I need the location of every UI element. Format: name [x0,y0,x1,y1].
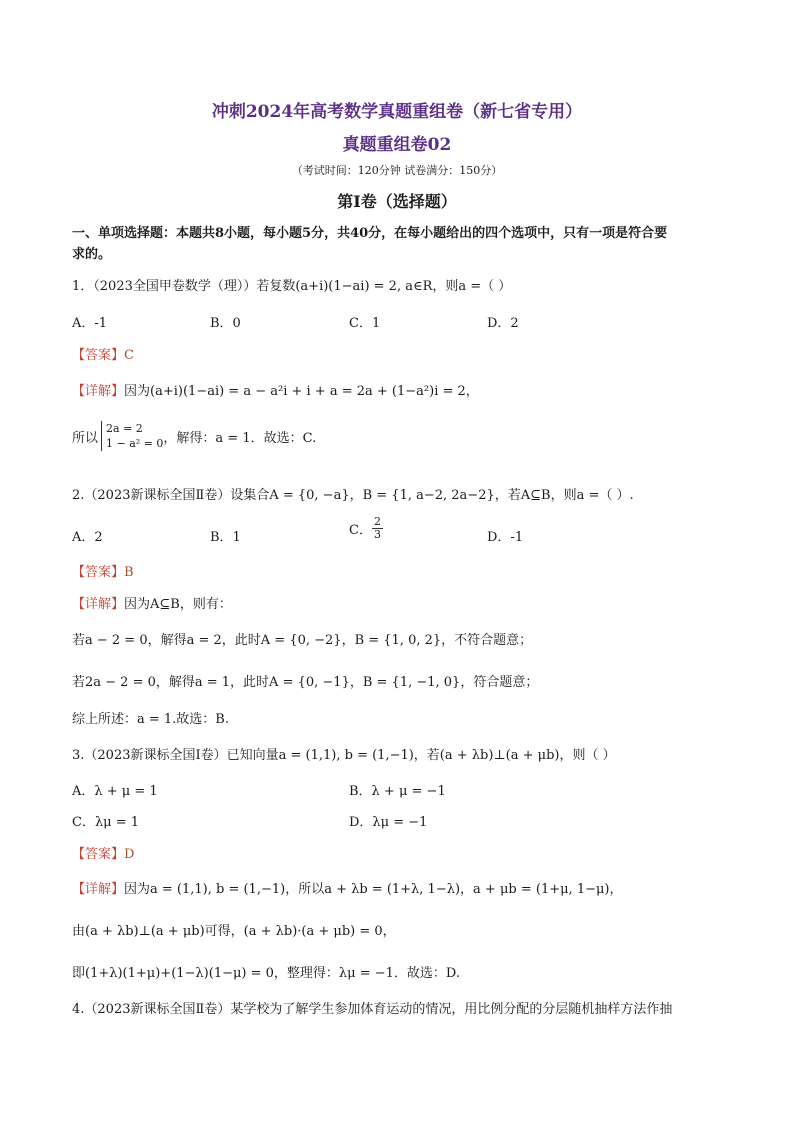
question-2-detail-line-3: 若2a − 2 = 0，解得a = 1，此时A = {0, −1}，B = {1, −1, 0}，符合题意； [72,675,539,690]
fraction-denominator: 3 [373,528,381,541]
section-title: 第I卷（选择题） [337,192,457,211]
question-3-option-b: B．λ + μ = −1 [349,784,446,799]
question-3-option-a: A．λ + μ = 1 [72,784,158,799]
answer-value: C [124,348,134,363]
detail-label: 【详解】 [72,882,125,897]
question-1-option-d: D．2 [487,316,519,331]
answer-value: B [124,565,134,580]
question-3-detail-line-1 [72,878,623,897]
question-2-option-a: A．2 [72,530,103,545]
detail-text: 因为A⊆B，则有： [124,597,232,612]
question-2-detail-line-1 [72,593,232,612]
answer-label: 【答案】 [72,348,125,363]
question-3-option-c: C．λμ = 1 [72,815,140,830]
question-1-stem: 1．（2023全国甲卷数学（理））若复数(a+i)(1−ai) = 2, a∈R，则a =（ ） [72,279,512,294]
exam-info: （考试时间：120分钟 试卷满分：150分） [291,164,503,177]
option-c-fraction [372,516,383,541]
instructions-line-2: 求的。 [72,247,112,262]
option-c-label: C． [349,523,372,538]
question-4-stem: 4.（2023新课标全国Ⅱ卷）某学校为了解学生参加体育运动的情况，用比例分配的分层随机抽样方法作抽 [72,1002,673,1017]
question-3-detail-line-2: 由(a + λb)⊥(a + μb)可得，(a + λb)·(a + μb) = 0， [72,924,396,939]
question-3-option-d: D．λμ = −1 [349,815,428,830]
equation-row-1: 2a = 2 [106,422,143,435]
exam-subtitle: 真题重组卷02 [342,135,452,155]
detail-label: 【详解】 [72,384,125,399]
question-3-stem: 3.（2023新课标全国Ⅰ卷）已知向量a = (1,1), b = (1,−1)，若(a + λb)⊥(a + μb)，则（ ） [72,748,616,763]
question-2-option-b: B．1 [210,530,241,545]
question-1-option-b: B．0 [210,316,241,331]
question-1-detail-line-2 [72,421,316,451]
question-2-option-d: D．-1 [487,530,524,545]
detail-label: 【详解】 [72,597,125,612]
exam-title: 冲刺2024年高考数学真题重组卷（新七省专用） [211,102,583,122]
question-2-detail-line-2: 若a − 2 = 0，解得a = 2，此时A = {0, −2}，B = {1, 0, 2}，不符合题意； [72,633,533,648]
equation-system [101,421,163,451]
question-2-option-c [349,516,383,541]
question-3-detail-line-3: 即(1+λ)(1+μ)+(1−λ)(1−μ) = 0，整理得：λμ = −1．故选：D. [72,966,461,981]
fraction-numerator: 2 [373,515,381,528]
question-1-option-c: C．1 [349,316,381,331]
answer-value: D [124,847,135,862]
detail-text: 因为a = (1,1), b = (1,−1)，所以a + λb = (1+λ, 1−λ)，a + μb = (1+μ, 1−μ)， [124,882,623,897]
question-1-detail-line-1 [72,380,479,399]
answer-label: 【答案】 [72,565,125,580]
instructions-line-1: 一、单项选择题：本题共8小题，每小题5分，共40分，在每小题给出的四个选项中，只有一项是符合要 [72,226,668,241]
detail-text: 因为(a+i)(1−ai) = a − a²i + i + a = 2a + (1−a²)i = 2， [124,384,479,399]
question-3-answer [72,843,134,862]
question-1-option-a: A．-1 [72,316,108,331]
equation-row-2: 1 − a² = 0 [106,437,164,450]
detail-text-solve: ，解得：a = 1．故选：C. [163,430,317,446]
question-2-stem: 2.（2023新课标全国Ⅱ卷）设集合A = {0, −a}，B = {1, a−2, 2a−2}，若A⊆B，则a =（ ）. [72,488,634,503]
question-2-detail-line-4: 综上所述：a = 1.故选：B. [72,712,229,727]
answer-label: 【答案】 [72,847,125,862]
question-1-answer [72,344,134,363]
detail-text-so: 所以 [72,430,99,446]
question-2-answer [72,561,134,580]
